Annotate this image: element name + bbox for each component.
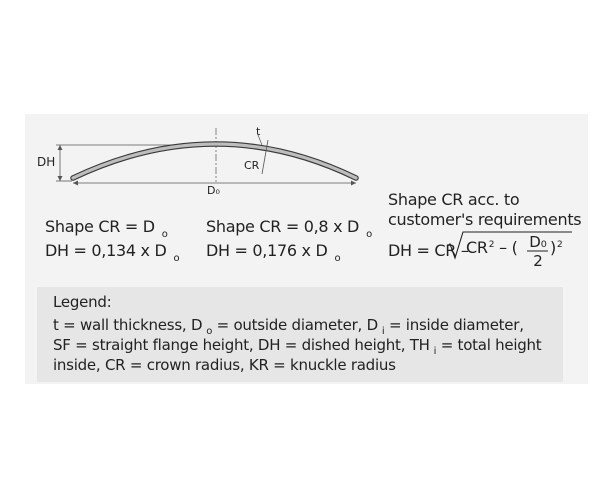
dished-head-fill (73, 144, 356, 178)
subscript: o (206, 326, 213, 337)
formula-custom-line2: customer's requirements (388, 210, 582, 229)
legend-line-1 (53, 318, 524, 337)
subscript: o (161, 229, 168, 240)
formula-dh-0134 (45, 243, 179, 264)
legend-text: = total height (436, 336, 542, 354)
do-arrow-right (351, 181, 356, 186)
subscript: i (381, 326, 385, 337)
legend-line-3: inside, CR = crown radius, KR = knuckle radius (53, 356, 396, 374)
formula-shape-cr-08do (206, 219, 372, 240)
legend-text: SF = straight flange height, DH = dished height, TH (53, 336, 430, 354)
fraction-numerator: D₀ (529, 233, 547, 251)
formula-text: DH = 0,176 x D (206, 241, 328, 260)
superscript: 2 (556, 240, 563, 250)
radicand-cr: CR (466, 238, 488, 257)
formula-dh-0176 (206, 243, 340, 264)
formula-custom-line1: Shape CR acc. to (388, 190, 520, 209)
subscript: o (366, 229, 372, 240)
close-paren: ) (550, 238, 556, 257)
minus-paren: – ( (499, 238, 518, 257)
legend-text: t = wall thickness, D (53, 316, 203, 334)
legend-title: Legend: (53, 293, 112, 311)
legend-line-2 (53, 338, 541, 357)
subscript: i (433, 346, 437, 357)
dh-arrow-bottom (58, 176, 63, 181)
do-arrow-left (73, 181, 78, 186)
label-dh: DH (37, 155, 56, 169)
formula-radicand (466, 240, 518, 256)
legend-text: = inside diameter, (384, 316, 524, 334)
formula-shape-cr-do (45, 219, 168, 240)
label-do: D₀ (207, 184, 220, 197)
subscript: o (173, 253, 180, 264)
formula-close (550, 240, 562, 256)
formula-text: DH = 0,134 x D (45, 241, 167, 260)
label-cr: CR (244, 159, 260, 172)
label-t: t (256, 125, 261, 138)
formula-text: Shape CR = 0,8 x D (206, 217, 360, 236)
subscript: o (334, 253, 341, 264)
legend-text: = outside diameter, D (212, 316, 378, 334)
dh-arrow-top (58, 145, 63, 150)
superscript: 2 (488, 240, 495, 250)
formula-dh-lhs: DH = CR – (388, 241, 469, 260)
formula-text: Shape CR = D (45, 217, 155, 236)
fraction-denominator: 2 (533, 252, 543, 270)
